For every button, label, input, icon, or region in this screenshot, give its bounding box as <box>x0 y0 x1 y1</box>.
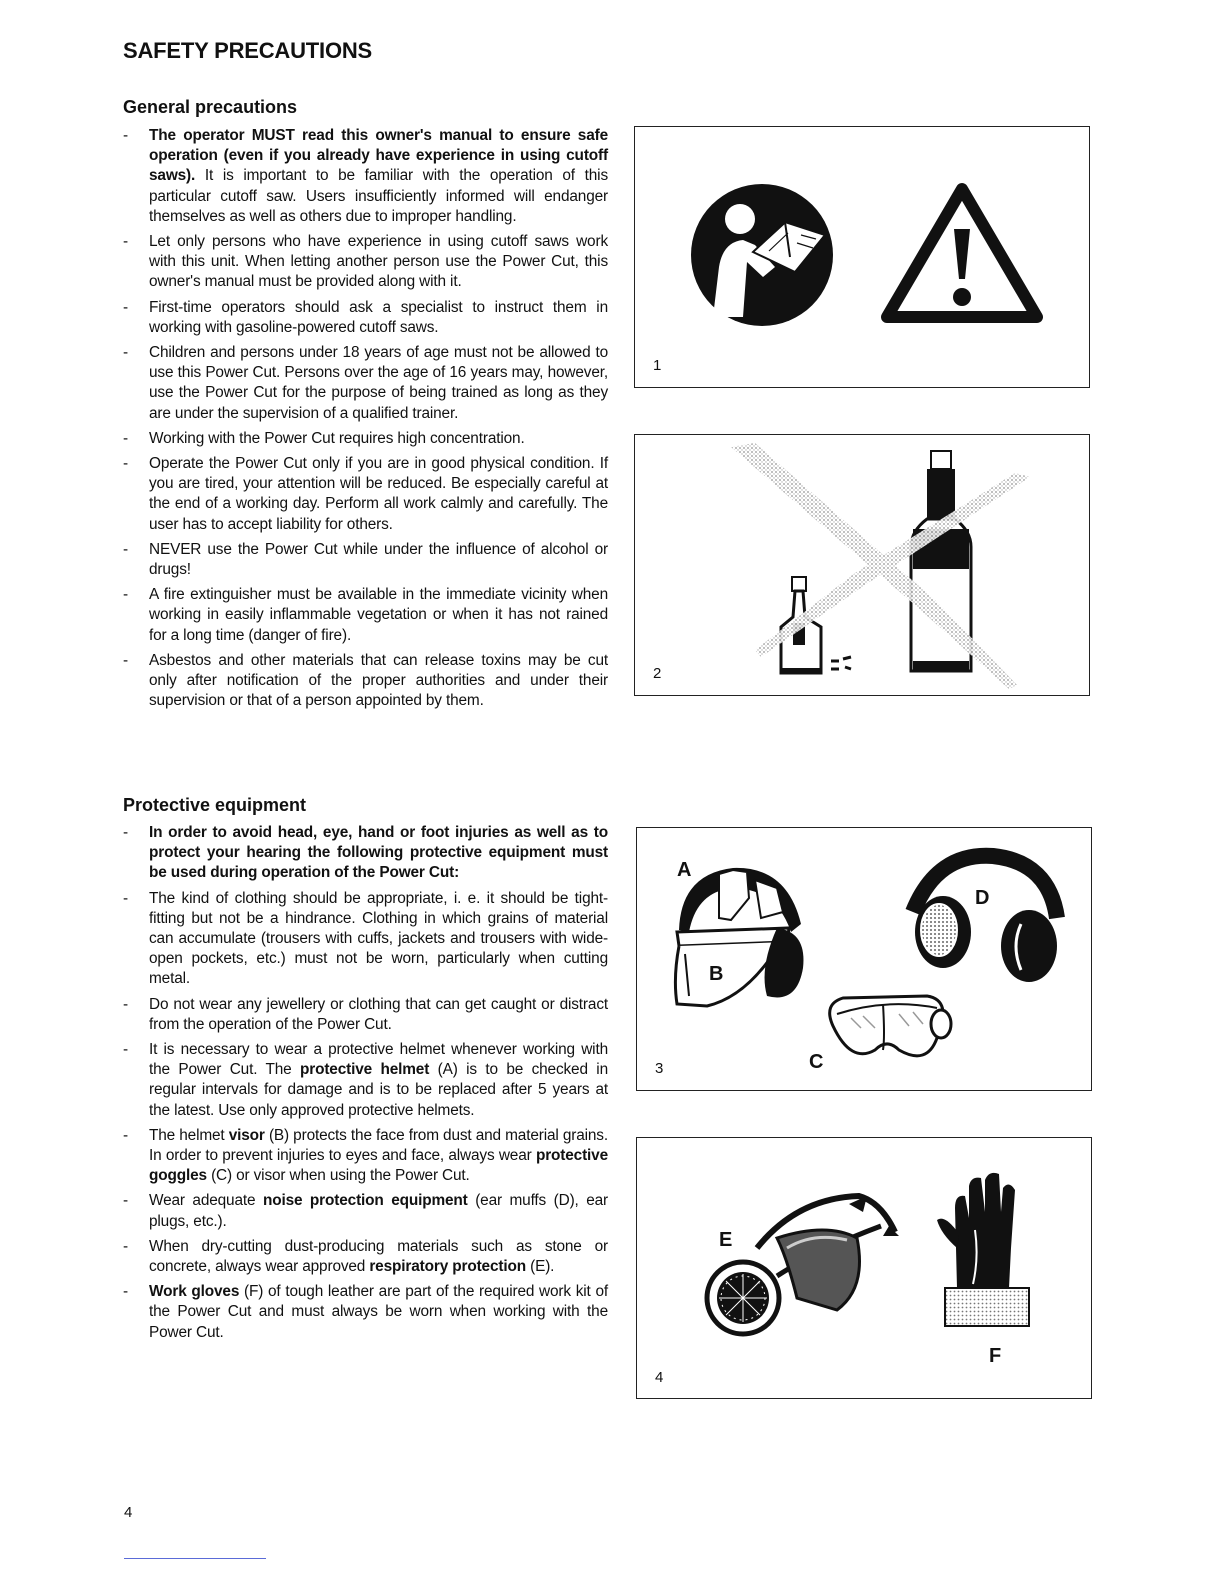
emphasis-text: noise protection equipment <box>262 1192 468 1210</box>
read-manual-icon <box>691 184 833 326</box>
general-precaution-item <box>120 343 608 424</box>
figure-read-manual-warning <box>634 126 1090 388</box>
emphasis-text: In order to avoid head, eye, hand or foot injuries as well as to protect your hearing the following protective equipment must be used during operation of the Power Cut: <box>149 824 608 882</box>
figure-number: 1 <box>653 357 662 374</box>
protective-equipment-item <box>120 1282 608 1343</box>
item-text: NEVER use the Power Cut while under the influence of alcohol or drugs! <box>149 540 608 579</box>
general-precaution-item <box>120 585 608 646</box>
figure-head-protection <box>636 827 1092 1091</box>
figure-respirator-gloves <box>636 1137 1092 1399</box>
figure-no-alcohol <box>634 434 1090 696</box>
item-text: The kind of clothing should be appropriate, i. e. it should be tight-fitting but not be a hindrance. Clothing in which grains of material can accumulate (trousers with cuffs, jackets and trousers with wide-open pockets, etc.) must not be worn, particularly when cutting metal. <box>149 889 608 988</box>
emphasis-text: The operator MUST read this owner's manual to ensure safe operation (even if you already have experience in using cutoff saws). <box>149 127 608 185</box>
emphasis-text: Work gloves <box>149 1283 240 1301</box>
label-visor: B <box>709 963 724 985</box>
protective-equipment-item <box>120 823 608 884</box>
ear-muffs-icon <box>913 856 1057 982</box>
protective-equipment-item <box>120 1040 608 1121</box>
protective-equipment-item <box>120 1237 608 1277</box>
work-glove-icon <box>937 1173 1029 1326</box>
item-text: Let only persons who have experience in using cutoff saws work with this unit. When letting another person use the Power Cut, this owner's manual must be provided along with it. <box>149 233 608 291</box>
general-precautions-list <box>120 126 608 716</box>
protective-equipment-item <box>120 995 608 1035</box>
figure-number: 2 <box>653 665 662 682</box>
page-title: SAFETY PRECAUTIONS <box>123 38 373 63</box>
item-text: Children and persons under 18 years of age must not be allowed to use this Power Cut. Persons over the age of 16 years may, however, use the Power Cut for the purpose of being trained as long as they are under the supervision of a qualified trainer. <box>149 344 608 422</box>
item-text: Asbestos and other materials that can release toxins may be cut only after notification of the proper authorities and under their supervision or that of a person appointed by them. <box>149 651 608 710</box>
label-ear-muffs: D <box>975 887 990 909</box>
item-text: The helmet <box>149 1126 229 1144</box>
protective-equipment-item <box>120 889 608 990</box>
label-helmet: A <box>677 859 692 881</box>
general-precaution-item <box>120 454 608 535</box>
general-precaution-item <box>120 126 608 227</box>
figure-number: 4 <box>655 1369 664 1386</box>
protective-equipment-heading: Protective equipment <box>123 795 307 815</box>
item-text: (A) is to be checked in regular intervals for damage and is to be replaced after 5 years at the latest. Use only approved protective helmets. <box>149 1061 608 1119</box>
respirator-icon <box>707 1196 899 1334</box>
item-text: First-time operators should ask a specialist to instruct them in working with gasoline-powered cutoff saws. <box>149 298 608 336</box>
emphasis-text: respiratory protection <box>369 1258 526 1276</box>
goggles-icon <box>830 996 951 1056</box>
item-text: A fire extinguisher must be available in the immediate vicinity when working in easily inflammable vegetation or when it has not rained for a long time (danger of fire). <box>149 586 608 644</box>
general-precaution-item <box>120 298 608 338</box>
item-text: (ear muffs (D), ear plugs, etc.). <box>149 1192 608 1230</box>
label-gloves: F <box>989 1345 1002 1367</box>
helmet-icon <box>675 868 803 1006</box>
label-respirator: E <box>719 1229 733 1251</box>
emphasis-text: protective helmet <box>299 1061 430 1079</box>
general-precaution-item <box>120 429 608 449</box>
item-text: (E). <box>525 1258 555 1276</box>
warning-triangle-icon <box>887 189 1037 317</box>
page-number: 4 <box>124 1504 133 1521</box>
label-goggles: C <box>809 1051 824 1073</box>
item-text: Wear adequate <box>149 1192 263 1210</box>
general-precaution-item <box>120 651 608 712</box>
figure-number: 3 <box>655 1060 664 1077</box>
item-text: Working with the Power Cut requires high concentration. <box>149 429 525 447</box>
general-precaution-item <box>120 232 608 293</box>
item-text: (B) protects the face from dust and material grains. In order to prevent injuries to eyes and face, always wear <box>149 1126 608 1165</box>
item-text: (F) of tough leather are part of the required work kit of the Power Cut and must always be worn when working with the Power Cut. <box>149 1283 608 1341</box>
item-text: When dry-cutting dust-producing materials such as stone or concrete, always wear approved <box>149 1237 608 1276</box>
emphasis-text: visor <box>228 1126 265 1144</box>
item-text: It is important to be familiar with the operation of this particular cutoff saw. Users insufficiently informed will endanger themselves as well as others due to improper handling. <box>149 167 608 225</box>
item-text: It is necessary to wear a protective helmet whenever working with the Power Cut. The <box>149 1041 608 1079</box>
cross-out-mark <box>731 443 1030 689</box>
protective-equipment-item <box>120 1191 608 1231</box>
general-precautions-heading: General precautions <box>123 97 298 117</box>
emphasis-text: protective goggles <box>149 1147 608 1185</box>
item-text: (C) or visor when using the Power Cut. <box>206 1167 470 1185</box>
item-text: Do not wear any jewellery or clothing that can get caught or distract from the operation of the Power Cut. <box>149 995 608 1033</box>
protective-equipment-list <box>120 823 608 1348</box>
general-precaution-item <box>120 540 608 580</box>
footer-divider <box>124 1558 266 1559</box>
protective-equipment-item <box>120 1126 608 1187</box>
item-text: Operate the Power Cut only if you are in good physical condition. If you are tired, your attention will be reduced. Be especially careful at the end of a working day. Perform all work calmly and carefully. The user has to accept liability for others. <box>149 455 608 533</box>
